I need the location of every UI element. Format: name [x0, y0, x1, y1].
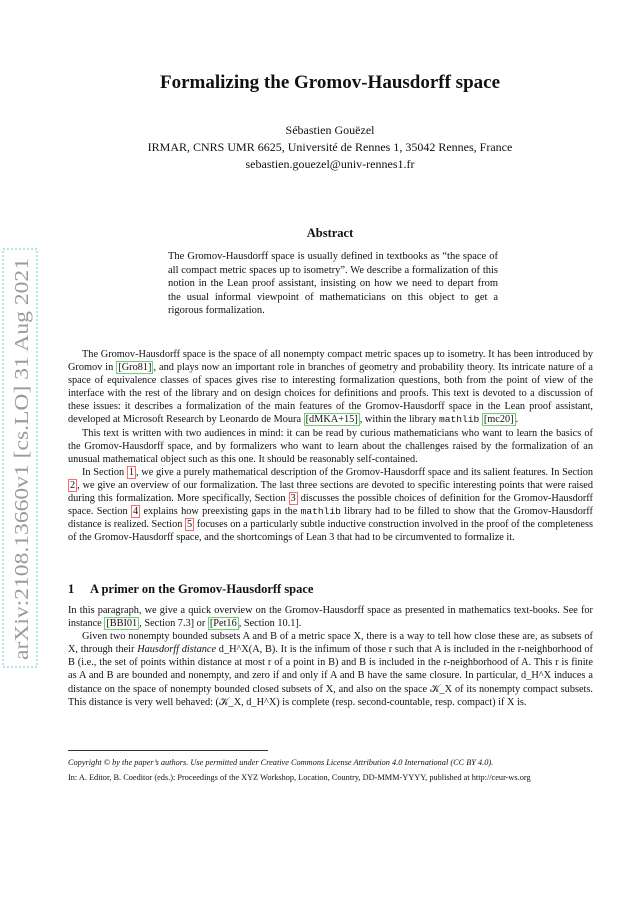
abstract-text: The Gromov-Hausdorff space is usually defined in textbooks as “the space of all compact metric spaces up to isometry”. We describe a formalization of this notion in the Lean proof assistant, insisting on how we need to depart from the usual informal viewpoint of mathematicians on this object to get a rigorous formalization.	[168, 251, 498, 317]
intro-paragraph: In Section 1 , we give a purely mathematical description of the Gromov-Hausdorff space and its salient features. In Section 2 , we give an overview of our formalization. The last three sections are devoted to specific interesting points that were raised during this formalization. More specifically, Section 3 discusses the possible choices of definition for the Gromov-Hausdorff space. Section 4 explains how preexisting gaps in the mathlib library had to be filled to show that the Gromov-Hausdorff distance is realized. Section 5 focuses on a particularly subtle inductive construction involved in the proof of the completeness of the Gromov-Hausdorff space, and the shortcomings of Lean 3 that had to be circumvented to formalize it.	[68, 466, 593, 544]
section-title: A primer on the Gromov-Hausdorff space	[90, 582, 314, 596]
copyright-notice: Copyright © by the paper’s authors. Use permitted under Creative Commons License Attribution 4.0 International (CC BY 4.0).	[68, 758, 494, 767]
citation-link[interactable]: [mc20]	[483, 414, 514, 426]
section-ref-link[interactable]: 3	[290, 493, 296, 505]
section-ref-link[interactable]: 2	[70, 479, 76, 491]
footnote	[68, 757, 593, 786]
arxiv-stamp-graphic	[2, 248, 38, 668]
section-paragraph: In this paragraph, we give a quick overview on the Gromov-Hausdorff space as presented in mathematics text-books. See for instance [BBI01 , Section 7.3] or [Pet16 , Section 10.1].	[68, 605, 593, 630]
author-email: sebastien.gouezel@univ-rennes1.fr	[245, 157, 415, 171]
section-number: 1	[68, 582, 75, 596]
intro-paragraph: This text is written with two audiences in mind: it can be read by curious mathematicians who want to learn the basics of the Gromov-Hausdorff space, and by formalizers who want to learn about the challenges raised by the formalization of an unusual mathematical object such as this one. It should be reasonably self-contained.	[68, 427, 593, 465]
author-affiliation: IRMAR, CNRS UMR 6625, Université de Rennes 1, 35042 Rennes, France	[147, 140, 513, 154]
citation-link[interactable]: [Gro81]	[118, 362, 152, 374]
intro-paragraph: The Gromov-Hausdorff space is the space of all nonempty compact metric spaces up to isometry. It has been introduced by Gromov in [Gro81] , and plays now an important role in branches of geometry and probability theory. Its intricate nature of a space of equivalence classes of spaces gives rise to interesting formalization questions, both from the point of view of the interface with the rest of the library and on design choices for definitions and proofs. This text is devoted to a discussion of these issues: it describes a formalization of the main features of the Gromov-Hausdorff space in the Lean proof assistant, developed at Microsoft Research by Leonardo de Moura [dMKA+15] , within the library mathlib [mc20] .	[68, 349, 593, 426]
introduction	[68, 348, 593, 544]
proceedings-notice: In: A. Editor, B. Coeditor (eds.): Proceedings of the XYZ Workshop, Location, Country, DD-MMM-YYYY, published at http://ceur-ws.org	[68, 772, 531, 782]
section-ref-link[interactable]: 5	[187, 519, 193, 531]
citation-link[interactable]: [BBI01	[106, 618, 138, 630]
section-body	[68, 604, 593, 709]
arxiv-id: arXiv:2108.13660v1 [cs.LO] 31 Aug 2021	[11, 310, 33, 660]
footnote-rule	[68, 750, 268, 751]
citation-link[interactable]: [dMKA+15]	[305, 414, 358, 426]
abstract-heading: Abstract	[306, 226, 354, 240]
section-ref-link[interactable]: 4	[132, 506, 139, 518]
author-block	[60, 122, 600, 173]
section-paragraph: Given two nonempty bounded subsets A and B of a metric space X, there is a way to tell how close these are, as subsets of X, through their Hausdorff distance d_H^X(A, B). It is the infimum of those r such that A is included in the r-neighborhood of B (i.e., the set of points within distance at most r of a point in B) and B is included in the r-neighborhood of A. This r is finite as A and B are bounded and nonempty, and zero if and only if A and B have the same closure. In particular, d_H^X induces a distance on the space of nonempty bounded closed subsets of X, and also on the space 𝒦_X of its nonempty compact subsets. This distance is very well behaved: (𝒦_X, d_H^X) is complete (resp. second-countable, resp. compact) if X is.	[68, 631, 593, 708]
paper-title: Formalizing the Gromov-Hausdorff space	[159, 72, 501, 93]
arxiv-stamp[interactable]	[2, 248, 38, 668]
section-heading	[68, 582, 593, 597]
citation-link[interactable]: [Pet16	[209, 618, 237, 630]
section-ref-link[interactable]: 1	[128, 466, 135, 478]
author-name: Sébastien Gouëzel	[285, 123, 375, 137]
